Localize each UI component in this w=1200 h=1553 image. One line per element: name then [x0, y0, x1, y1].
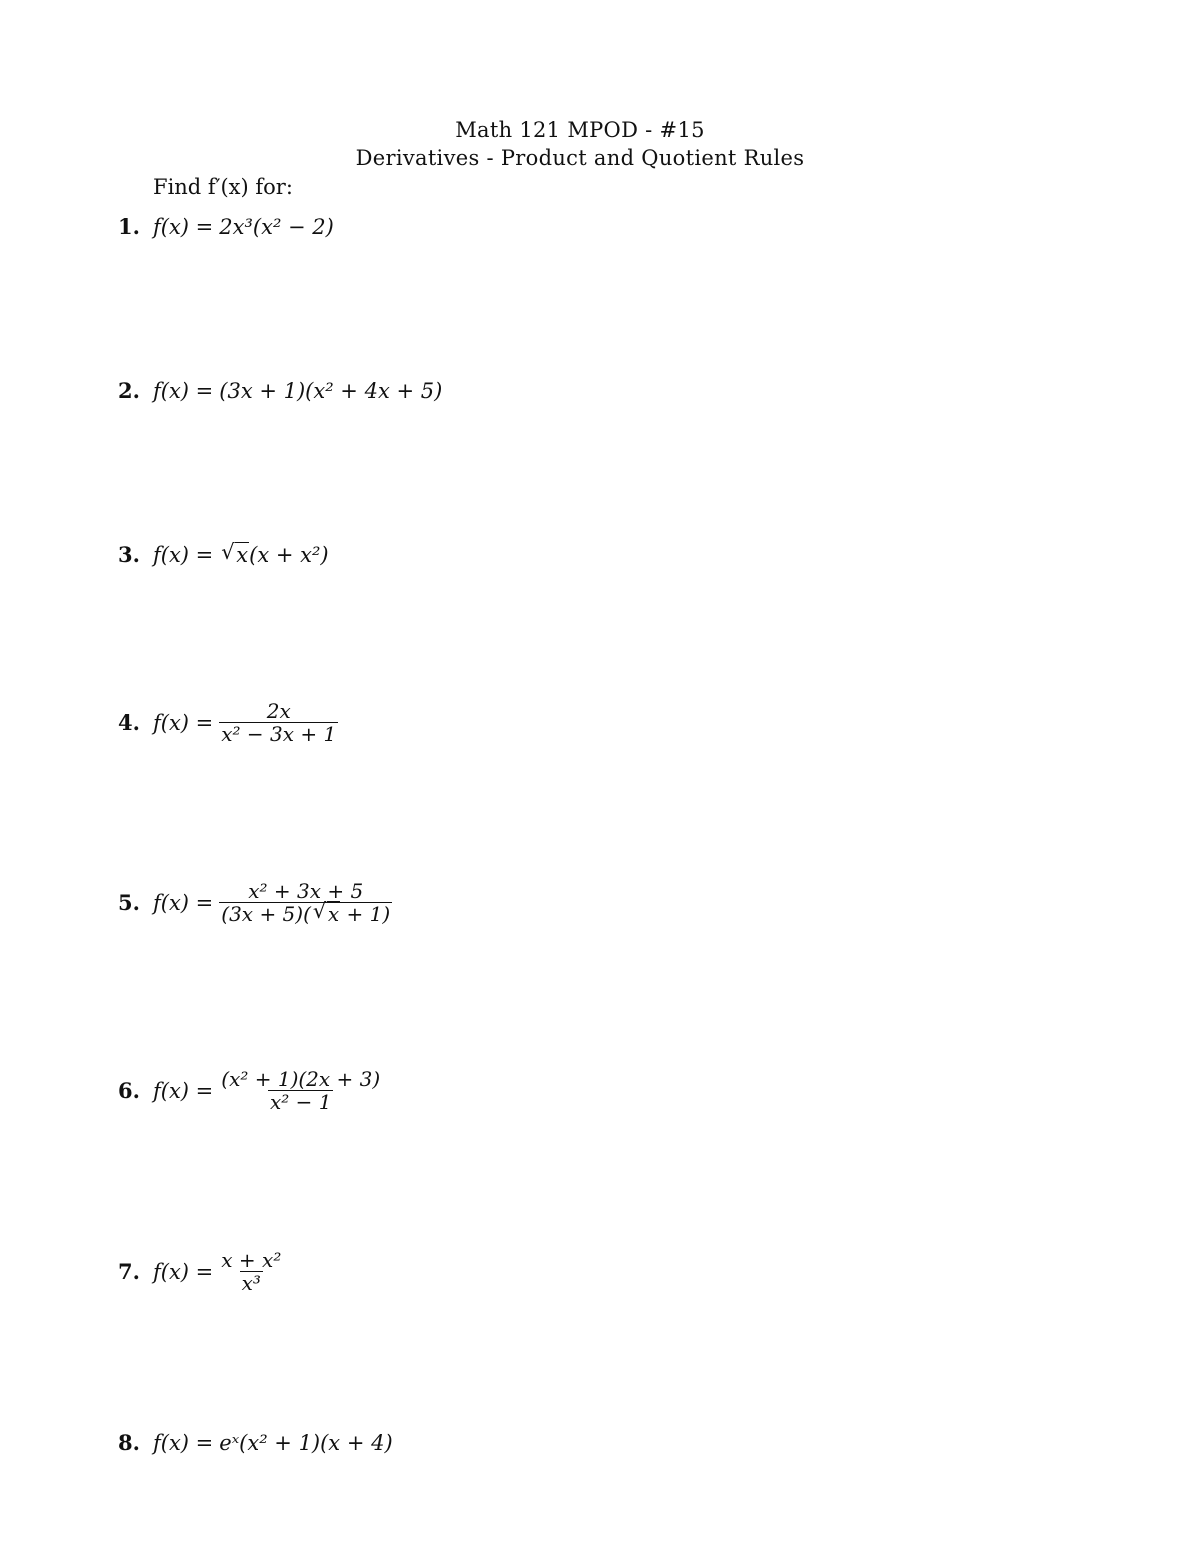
denominator	[219, 902, 392, 925]
fraction	[219, 700, 338, 745]
problem-lhs: f(x) =	[153, 1259, 214, 1284]
denominator-part: + 1)	[340, 902, 391, 926]
denominator-part: (3x + 5)(	[221, 902, 311, 926]
problem-number: 6.	[118, 1078, 140, 1103]
problem-lhs: f(x) =	[153, 214, 214, 239]
problem-lhs: f(x) =	[153, 1078, 214, 1103]
problem-number: 4.	[118, 710, 140, 735]
problem-expression: (x + x²)	[249, 542, 329, 567]
problem-number: 1.	[118, 214, 140, 239]
problem-expression: 2x³(x² − 2)	[219, 214, 334, 239]
instruction-text: Find f′(x) for:	[153, 175, 293, 199]
numerator: x² + 3x + 5	[248, 879, 364, 903]
problem-number: 8.	[118, 1430, 140, 1455]
numerator: 2x	[266, 699, 291, 723]
problem-4	[118, 700, 338, 745]
problem-6	[118, 1068, 382, 1113]
problem-expression: eˣ(x² + 1)(x + 4)	[219, 1430, 393, 1455]
fraction	[219, 880, 392, 925]
problem-number: 2.	[118, 378, 140, 403]
page-title: Math 121 MPOD - #15	[455, 118, 705, 142]
problem-5	[118, 880, 392, 925]
numerator: x + x²	[221, 1248, 282, 1272]
problem-3	[118, 542, 329, 567]
problem-2	[118, 378, 442, 403]
square-root	[313, 903, 340, 925]
radicand: x	[327, 902, 340, 926]
problem-number: 5.	[118, 890, 140, 915]
problem-lhs: f(x) =	[153, 710, 214, 735]
fraction	[219, 1068, 382, 1113]
problem-number: 7.	[118, 1259, 140, 1284]
problem-1	[118, 214, 334, 239]
problem-lhs: f(x) =	[153, 890, 214, 915]
square-root	[221, 543, 249, 567]
problem-lhs: f(x) =	[153, 542, 214, 567]
problem-8	[118, 1430, 393, 1455]
problem-7	[118, 1249, 283, 1294]
numerator: (x² + 1)(2x + 3)	[221, 1067, 381, 1091]
page-subtitle: Derivatives - Product and Quotient Rules	[355, 146, 805, 170]
problem-lhs: f(x) =	[153, 378, 214, 403]
denominator: x² − 1	[269, 1090, 332, 1114]
denominator: x³	[241, 1271, 261, 1295]
radicand: x	[236, 542, 249, 567]
denominator: x² − 3x + 1	[221, 722, 337, 746]
fraction	[219, 1249, 283, 1294]
problem-lhs: f(x) =	[153, 1430, 214, 1455]
problem-number: 3.	[118, 542, 140, 567]
problem-expression: (3x + 1)(x² + 4x + 5)	[219, 378, 443, 403]
